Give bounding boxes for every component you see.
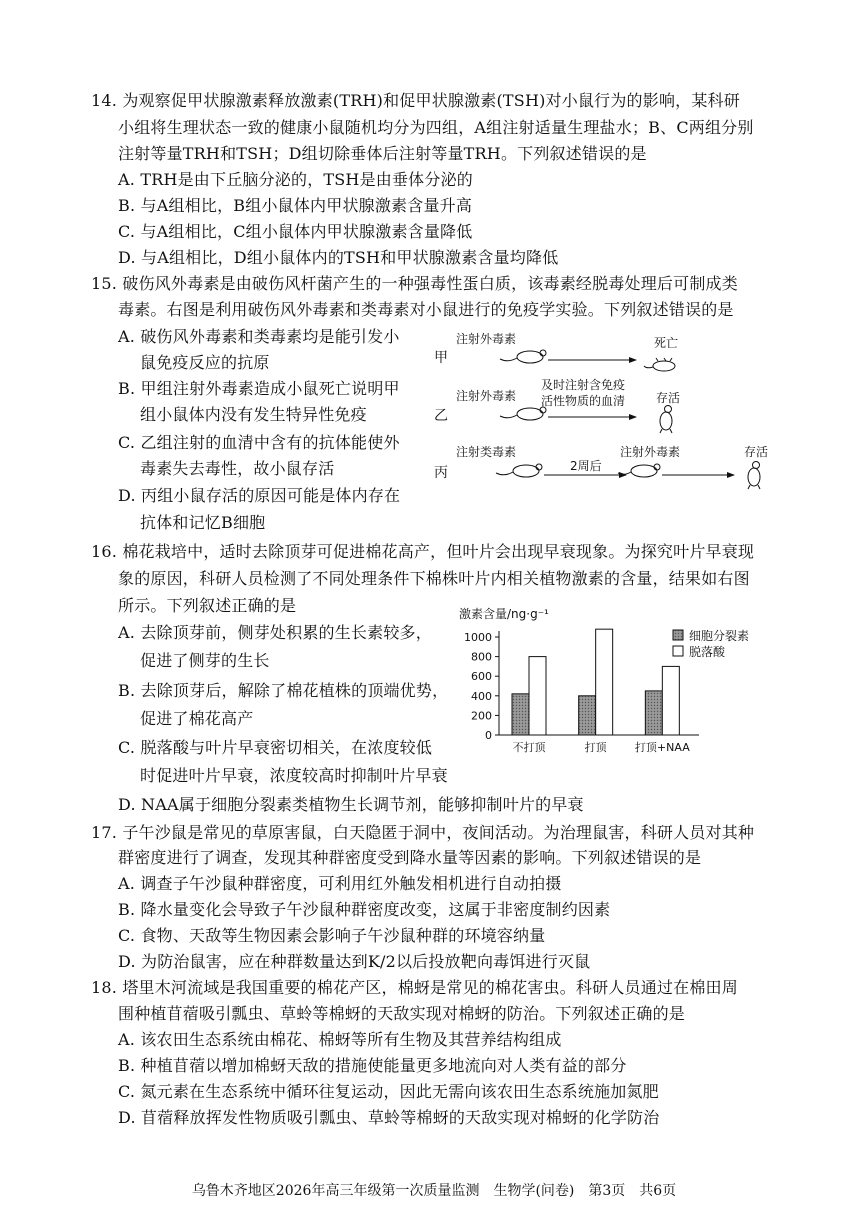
q18-option-a: A. 该农田生态系统由棉花、棉蚜等所有生物及其营养结构组成 (118, 1030, 562, 1049)
chart-bar-cytokinin (579, 696, 596, 735)
chart-bar-cytokinin (512, 694, 529, 735)
yi-result: 存活 (656, 391, 681, 405)
q17-stem-line-1: 17. 子午沙鼠是常见的草原害鼠，白天隐匿于洞中，夜间活动。为治理鼠害，科研人员对其种 (91, 823, 755, 842)
chart-x-tick-label: 打顶 (584, 741, 607, 754)
chart-x-tick-label: 打顶+NAA (634, 741, 690, 754)
q16-stem-line-1: 16. 棉花栽培中，适时去除顶芽可促进棉花高产，但叶片会出现早衰现象。为探究叶片早衰现 (91, 542, 755, 561)
jia-result: 死亡 (654, 336, 679, 350)
chart-bar-abscisic-acid (662, 666, 679, 735)
chart-y-label: 激素含量/ng·g⁻¹ (459, 607, 549, 621)
chart-bar-cytokinin (645, 691, 662, 735)
chart-y-tick-label: 200 (471, 709, 492, 723)
q14-option-a: A. TRH是由下丘脑分泌的，TSH是由垂体分泌的 (118, 170, 473, 189)
q15-option-b-1: B. 甲组注射外毒素造成小鼠死亡说明甲 (118, 379, 400, 398)
q16-stem-line-2: 象的原因，科研人员检测了不同处理条件下棉株叶片内相关植物激素的含量，结果如右图 (118, 569, 750, 588)
q14-stem-line-3: 注射等量TRH和TSH；D组切除垂体后注射等量TRH。下列叙述错误的是 (118, 144, 647, 163)
dead-mouse-icon (644, 358, 675, 371)
chart-legend-label: 细胞分裂素 (689, 629, 750, 643)
bing-result: 存活 (744, 445, 769, 459)
q14-stem-line-1: 14. 为观察促甲状腺激素释放激素(TRH)和促甲状腺激素(TSH)对小鼠行为的影响，某科研 (91, 91, 740, 110)
q15-option-c-2: 毒素失去毒性，故小鼠存活 (140, 459, 335, 478)
standing-mouse-icon (660, 406, 672, 434)
q16-option-b-2: 促进了棉花高产 (140, 709, 254, 728)
q17-option-d: D. 为防治鼠害，应在种群数量达到K/2以后投放靶向毒饵进行灭鼠 (118, 952, 591, 971)
q17-option-b: B. 降水量变化会导致子午沙鼠种群密度改变，这属于非密度制约因素 (118, 900, 611, 919)
group-label-jia: 甲 (434, 350, 448, 366)
hormone-bar-chart (455, 602, 775, 762)
q17-stem-line-2: 群密度进行了调查，发现其种群密度受到降水量等因素的影响。下列叙述错误的是 (118, 848, 702, 867)
chart-legend-label: 脱落酸 (689, 645, 726, 659)
q16-option-b-1: B. 去除顶芽后，解除了棉花植株的顶端优势， (118, 681, 449, 700)
chart-y-tick-label: 0 (485, 729, 492, 742)
chart-legend-swatch (673, 646, 683, 656)
q14-option-b: B. 与A组相比，B组小鼠体内甲状腺激素含量升高 (118, 196, 473, 215)
q16-option-c-1: C. 脱落酸与叶片早衰密切相关，在浓度较低 (118, 738, 433, 757)
mouse-icon (500, 407, 546, 420)
q14-option-c: C. 与A组相比，C组小鼠体内甲状腺激素含量降低 (118, 222, 473, 241)
chart-y-tick-label: 600 (471, 670, 492, 684)
q18-stem-line-1: 18. 塔里木河流域是我国重要的棉花产区，棉蚜是常见的棉花害虫。科研人员通过在棉田周 (91, 978, 738, 997)
q18-option-d: D. 苜蓿释放挥发性物质吸引瓢虫、草蛉等棉蚜的天敌实现对棉蚜的化学防治 (118, 1108, 660, 1127)
q14-option-d: D. 与A组相比，D组小鼠体内的TSH和甲状腺激素含量均降低 (118, 248, 559, 267)
q15-option-d-2: 抗体和记忆B细胞 (140, 513, 266, 532)
bing-interval: 2周后 (570, 459, 602, 473)
q15-stem-line-1: 15. 破伤风外毒素是由破伤风杆菌产生的一种强毒性蛋白质，该毒素经脱毒处理后可制成类 (91, 274, 738, 293)
chart-bar-abscisic-acid (596, 629, 613, 735)
q18-option-b: B. 种植苜蓿以增加棉蚜天敌的措施使能量更多地流向对人类有益的部分 (118, 1056, 627, 1075)
q18-option-c: C. 氮元素在生态系统中循环往复运动，因此无需向该农田生态系统施加氮肥 (118, 1082, 659, 1101)
chart-y-tick-label: 400 (471, 689, 492, 703)
yi-inject-label: 注射外毒素 (456, 389, 517, 403)
q16-option-c-2: 时促进叶片早衰，浓度较高时抑制叶片早衰 (140, 766, 448, 785)
group-label-bing: 丙 (434, 465, 448, 481)
chart-y-tick-label: 1000 (464, 631, 492, 644)
q15-option-d-1: D. 丙组小鼠存活的原因可能是体内存在 (118, 486, 401, 505)
q17-option-a: A. 调查子午沙鼠种群密度，可利用红外触发相机进行自动拍摄 (118, 874, 562, 893)
q17-option-c: C. 食物、天敌等生物因素会影响子午沙鼠种群的环境容纳量 (118, 926, 546, 945)
jia-inject-label: 注射外毒素 (456, 332, 517, 346)
q15-option-a-1: A. 破伤风外毒素和类毒素均是能引发小 (118, 327, 400, 346)
q16-option-d: D. NAA属于细胞分裂素类植物生长调节剂，能够抑制叶片的早衰 (118, 795, 584, 814)
q15-option-c-1: C. 乙组注射的血清中含有的抗体能使外 (118, 433, 400, 452)
q14-stem-line-2: 小组将生理状态一致的健康小鼠随机均分为四组，A组注射适量生理盐水；B、C两组分别 (118, 118, 754, 137)
immunology-experiment-diagram (430, 325, 780, 495)
yi-serum-note-2: 活性物质的血清 (541, 394, 626, 408)
page-footer: 乌鲁木齐地区2026年高三年级第一次质量监测 生物学(问卷) 第3页 共6页 (191, 1183, 677, 1199)
q16-stem-line-3: 所示。下列叙述正确的是 (118, 596, 297, 615)
chart-bar-abscisic-acid (529, 657, 546, 735)
q15-option-a-2: 鼠免疫反应的抗原 (140, 353, 270, 372)
q15-option-b-2: 组小鼠体内没有发生特异性免疫 (140, 405, 367, 424)
chart-y-tick-label: 800 (471, 650, 492, 664)
standing-mouse-icon (748, 462, 760, 490)
mouse-icon (500, 350, 546, 363)
chart-x-tick-label: 不打顶 (512, 741, 546, 754)
bing-inject-label-2: 注射外毒素 (620, 445, 681, 459)
chart-legend-swatch (673, 630, 683, 640)
q16-option-a-2: 促进了侧芽的生长 (140, 651, 270, 670)
mouse-icon (496, 464, 542, 477)
group-label-yi: 乙 (434, 408, 448, 424)
yi-serum-note-1: 及时注射含免疫 (541, 378, 626, 392)
q15-stem-line-2: 毒素。右图是利用破伤风外毒素和类毒素对小鼠进行的免疫学实验。下列叙述错误的是 (118, 300, 734, 319)
q18-stem-line-2: 围种植苜蓿吸引瓢虫、草蛉等棉蚜的天敌实现对棉蚜的防治。下列叙述正确的是 (118, 1004, 686, 1023)
q16-option-a-1: A. 去除顶芽前，侧芽处积累的生长素较多， (118, 623, 432, 642)
bing-inject-label-1: 注射类毒素 (456, 445, 517, 459)
